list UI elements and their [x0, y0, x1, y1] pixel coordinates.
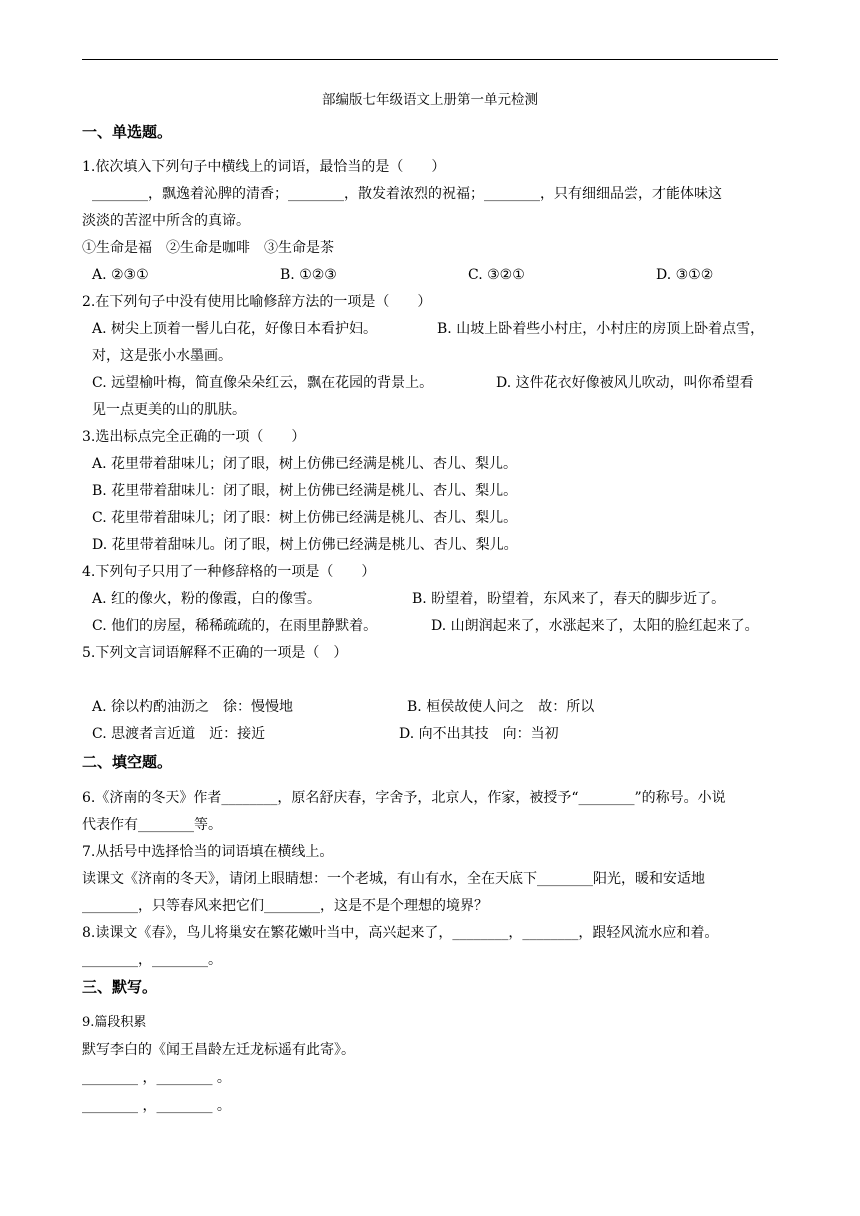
question-5-option-d: D. 向不出其技 向：当初 [399, 726, 559, 742]
question-5-option-b: B. 桓侯故使人问之 故：所以 [407, 699, 595, 715]
question-1-stem: 1.依次填入下列句子中横线上的词语，最恰当的是（ ） [82, 159, 446, 175]
question-4-option-a: A. 红的像火，粉的像霞，白的像雪。 [92, 591, 322, 607]
question-2-option-b: B. 山坡上卧着些小村庄，小村庄的房顶上卧着点雪， [437, 321, 765, 337]
question-2-option-d: D. 这件花衣好像被风儿吹动，叫你希望看 [496, 375, 754, 391]
question-5-option-a: A. 徐以杓酌油沥之 徐：慢慢地 [92, 699, 294, 715]
question-1-option-c: C. ③②① [468, 267, 525, 283]
question-7-stem: 7.从括号中选择恰当的词语填在横线上。 [82, 844, 334, 860]
question-1-items: ①生命是福 ②生命是咖啡 ③生命是茶 [82, 240, 334, 256]
question-1-option-b: B. ①②③ [280, 267, 337, 283]
question-1-option-a: A. ②③① [92, 267, 149, 283]
question-2-option-d-continued: 见一点更美的山的肌肤。 [92, 402, 246, 418]
question-5-stem: 5.下列文言词语解释不正确的一项是（ ） [82, 645, 348, 661]
question-6-line2: 代表作有________等。 [82, 817, 222, 833]
question-7-line1: 读课文《济南的冬天》，请闭上眼睛想：一个老城，有山有水，全在天底下________阳光，暖和安适地 [82, 871, 705, 887]
question-4-option-c: C. 他们的房屋，稀稀疏疏的，在雨里静默着。 [92, 618, 378, 634]
question-8-line1: 8.读课文《春》，鸟儿将巢安在繁花嫩叶当中，高兴起来了，________，________，跟轻风流水应和着。 [82, 925, 719, 941]
question-2-option-a: A. 树尖上顶着一髻儿白花，好像日本看护妇。 [92, 321, 378, 337]
question-3-option-d: D. 花里带着甜味儿。闭了眼，树上仿佛已经满是桃儿、杏儿、梨儿。 [92, 537, 518, 553]
header-rule [82, 59, 778, 60]
question-3-option-c: C. 花里带着甜味儿；闭了眼：树上仿佛已经满是桃儿、杏儿、梨儿。 [92, 510, 518, 526]
question-2-option-b-continued: 对，这是张小水墨画。 [92, 348, 232, 364]
question-3-option-b: B. 花里带着甜味儿：闭了眼，树上仿佛已经满是桃儿、杏儿、梨儿。 [92, 483, 518, 499]
question-5-option-c: C. 思渡者言近道 近：接近 [92, 726, 266, 742]
question-9-stem: 9.篇段积累 [82, 1015, 147, 1030]
question-4-option-d: D. 山朗润起来了，水涨起来了，太阳的脸红起来了。 [431, 618, 759, 634]
question-2-option-c: C. 远望榆叶梅，简直像朵朵红云，飘在花园的背景上。 [92, 375, 434, 391]
question-9-answer-line1: ________ ，________ 。 [82, 1070, 231, 1086]
question-3-option-a: A. 花里带着甜味儿；闭了眼，树上仿佛已经满是桃儿、杏儿、梨儿。 [92, 456, 518, 472]
question-8-line2: ________，________。 [82, 952, 222, 968]
question-6-line1: 6.《济南的冬天》作者________，原名舒庆春，字舍予，北京人，作家，被授予“________”的称号。小说 [82, 790, 726, 806]
question-4-option-b: B. 盼望着，盼望着，东风来了，春天的脚步近了。 [412, 591, 726, 607]
question-2-stem: 2.在下列句子中没有使用比喻修辞方法的一项是（ ） [82, 294, 432, 310]
question-1-text-line1: ________，飘逸着沁脾的清香；________，散发着浓烈的祝福；________，只有细细品尝，才能体味这 [92, 186, 722, 202]
question-3-stem: 3.选出标点完全正确的一项（ ） [82, 429, 306, 445]
question-4-stem: 4.下列句子只用了一种修辞格的一项是（ ） [82, 564, 376, 580]
section-heading-fill-blank: 二、填空题。 [82, 753, 173, 771]
page-title: 部编版七年级语文上册第一单元检测 [322, 92, 538, 108]
question-1-option-d: D. ③①② [656, 267, 714, 283]
question-9-answer-line2: ________ ，________ 。 [82, 1098, 231, 1114]
question-1-text-line2: 淡淡的苦涩中所含的真谛。 [82, 213, 250, 229]
question-7-line2: ________，只等春风来把它们________，这是不是个理想的境界？ [82, 898, 488, 914]
question-9-prompt: 默写李白的《闻王昌龄左迁龙标遥有此寄》。 [82, 1042, 355, 1058]
section-heading-dictation: 三、默写。 [82, 978, 158, 996]
section-heading-single-choice: 一、单选题。 [82, 123, 173, 141]
